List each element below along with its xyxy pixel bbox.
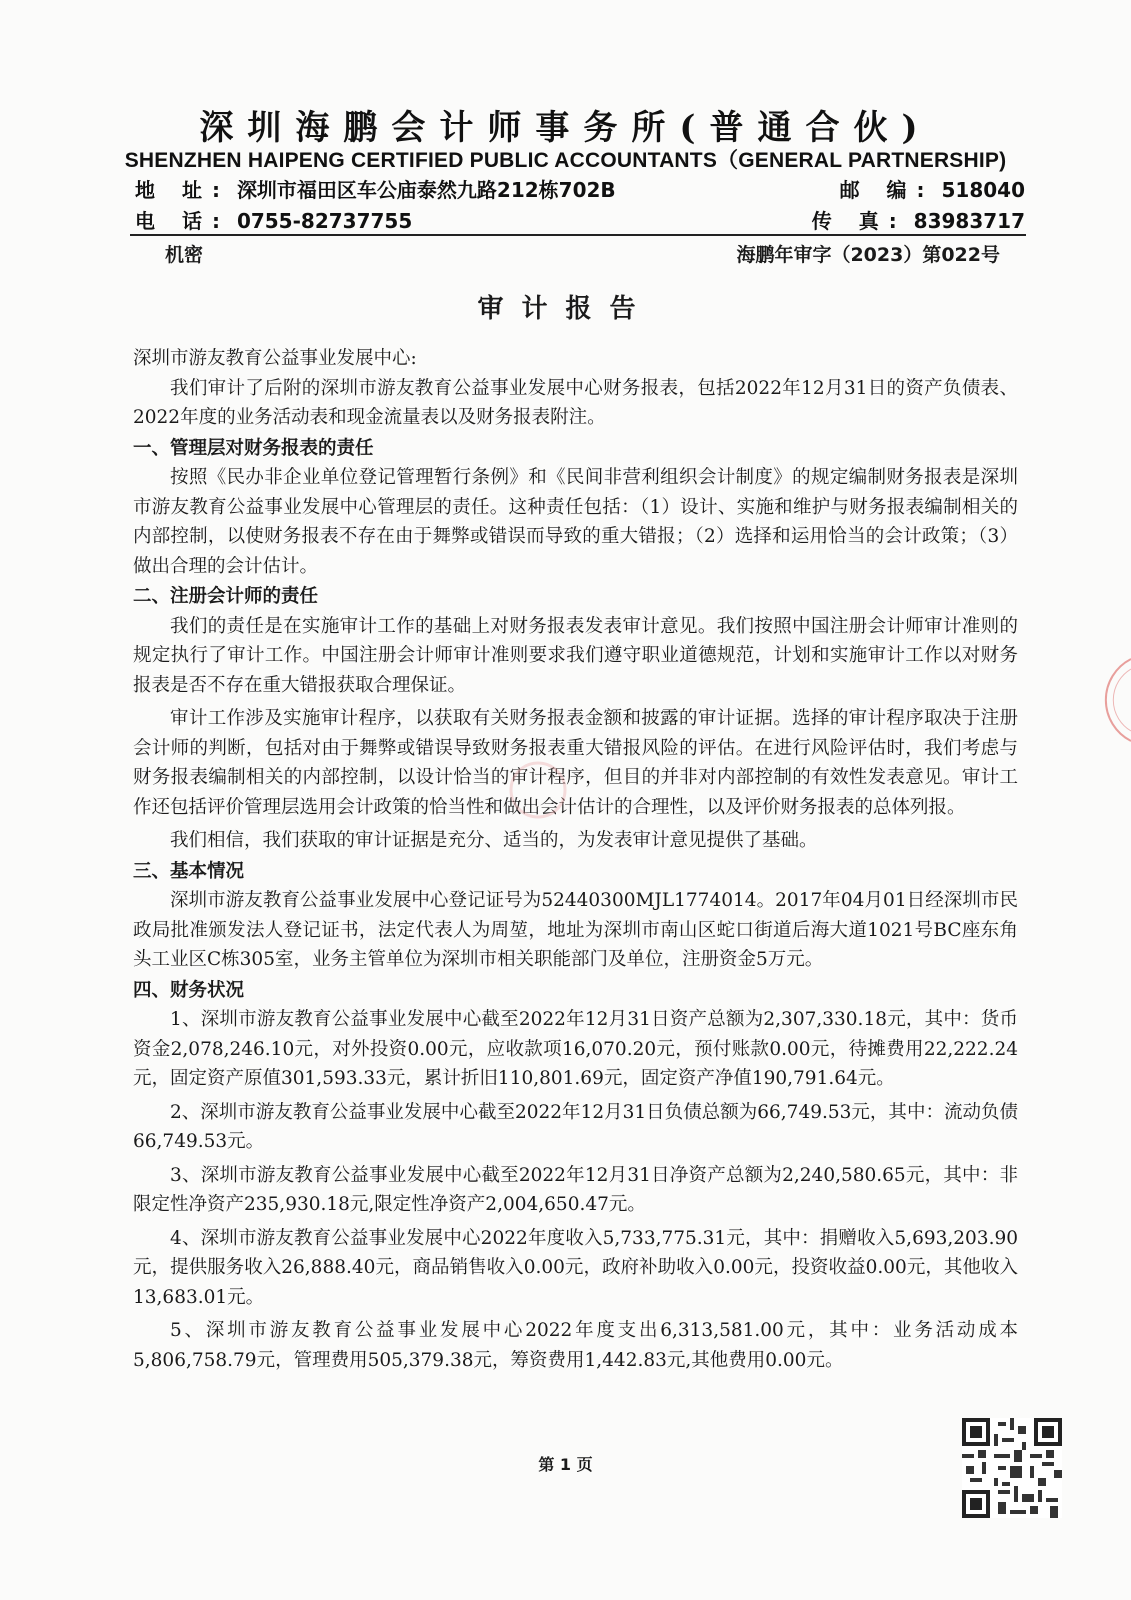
report-number: 海鹏年审字（2023）第022号: [736, 244, 1000, 266]
paragraph-basic-info: 深圳市游友教育公益事业发展中心登记证号为52440300MJL1774014。2017年04月01日经深圳市民政局批准颁发法人登记证书，法定代表人为周堃，地址为深圳市南山区蛇口街道后海大道1021号BC座东角头工业区C栋305室，业务主管单位为深圳市相关职能部门及单位，注册资金5万元。: [133, 890, 1018, 970]
phone-value: 0755-82737755: [236, 209, 413, 233]
paragraph-auditor-2: 审计工作涉及实施审计程序，以获取有关财务报表金额和披露的审计证据。选择的审计程序取决于注册会计师的判断，包括对由于舞弊或错误导致财务报表重大错报风险的评估。在进行风险评估时，我们考虑与财务报表编制相关的内部控制，以设计恰当的审计程序，但目的并非对内部控制的有效性发表意见。审计工作还包括评价管理层选用会计政策的恰当性和做出会计估计的合理性，以及评价财务报表的总体列报。: [133, 708, 1018, 818]
section-heading-management: 一、管理层对财务报表的责任: [133, 437, 374, 459]
postcode-group: [840, 174, 1025, 203]
paragraph-auditor-1: 我们的责任是在实施审计工作的基础上对财务报表发表审计意见。我们按照中国注册会计师审计准则的规定执行了审计工作。中国注册会计师审计准则要求我们遵守职业道德规范，计划和实施审计工作以对财务报表是否不存在重大错报获取合理保证。: [133, 615, 1018, 696]
firm-name-english: SHENZHEN HAIPENG CERTIFIED PUBLIC ACCOUNTANTS（GENERAL PARTNERSHIP): [124, 149, 1007, 172]
paragraph-management-responsibility: 按照《民办非企业单位登记管理暂行条例》和《民间非营利组织会计制度》的规定编制财务报表是深圳市游友教育公益事业发展中心管理层的责任。这种责任包括：（1）设计、实施和维护与财务报表编制相关的内部控制，以使财务报表不存在由于舞弊或错误而导致的重大错报；（2）选择和运用恰当的会计政策；（3）做出合理的会计估计。: [133, 467, 1018, 577]
qr-code-icon: [962, 1418, 1062, 1518]
postcode-label: 邮 编:: [839, 178, 935, 202]
postcode-value: 518040: [941, 178, 1025, 202]
financial-item: 2、深圳市游友教育公益事业发展中心截至2022年12月31日负债总额为66,749.53元，其中：流动负债66,749.53元。: [133, 1101, 1018, 1152]
paragraph-auditor-3: 我们相信，我们获取的审计证据是充分、适当的，为发表审计意见提供了基础。: [170, 830, 818, 851]
fax-group: [812, 205, 1025, 234]
report-title: 审计报告: [477, 294, 654, 324]
phone-row: [135, 205, 1025, 234]
watermark-seal-icon: [508, 760, 568, 820]
report-meta-row: [165, 240, 1000, 267]
section-heading-financial: 四、财务状况: [133, 979, 245, 1001]
page-number: 第 1 页: [538, 1455, 593, 1474]
fax-label: 传 真:: [811, 209, 907, 233]
financial-item: 5、深圳市游友教育公益事业发展中心2022年度支出6,313,581.00元，其中：业务活动成本5,806,758.79元，管理费用505,379.38元，筹资费用1,442.83元,其他费用0.00元。: [133, 1320, 1018, 1371]
intro-paragraph: 我们审计了后附的深圳市游友教育公益事业发展中心财务报表，包括2022年12月31日的资产负债表、2022年度的业务活动表和现金流量表以及财务报表附注。: [133, 377, 1018, 428]
fax-value: 83983717: [913, 209, 1025, 233]
address-value: 深圳市福田区车公庙泰然九路212栋702B: [236, 178, 616, 202]
confidential-mark: 机密: [165, 244, 204, 266]
financial-item: 4、深圳市游友教育公益事业发展中心2022年度收入5,733,775.31元，其中：捐赠收入5,693,203.90元，提供服务收入26,888.40元，商品销售收入0.00元，政府补助收入0.00元，投资收益0.00元，其他收入13,683.01元。: [133, 1227, 1018, 1308]
financial-item: 1、深圳市游友教育公益事业发展中心截至2022年12月31日资产总额为2,307,330.18元，其中：货币资金2,078,246.10元，对外投资0.00元，应收款项16,070.20元，预付账款0.00元，待摊费用22,222.24元，固定资产原值301,593.33元，累计折旧110,801.69元，固定资产净值190,791.64元。: [133, 1009, 1018, 1089]
header-divider: [130, 234, 1026, 236]
address-row: [135, 174, 1025, 203]
firm-name-chinese: 深圳海鹏会计师事务所(普通合伙): [199, 108, 932, 148]
addressee: 深圳市游友教育公益事业发展中心:: [133, 348, 417, 369]
red-seal-stamp-icon: [1095, 655, 1131, 745]
section-heading-basic-info: 三、基本情况: [133, 860, 245, 882]
report-body: [133, 344, 1018, 1375]
section-heading-auditor: 二、注册会计师的责任: [133, 586, 319, 607]
address-label: 地 址:: [135, 178, 230, 202]
phone-label: 电 话:: [135, 209, 230, 233]
financial-item: 3、深圳市游友教育公益事业发展中心截至2022年12月31日净资产总额为2,240,580.65元，其中：非限定性净资产235,930.18元,限定性净资产2,004,650.47元。: [133, 1164, 1018, 1215]
